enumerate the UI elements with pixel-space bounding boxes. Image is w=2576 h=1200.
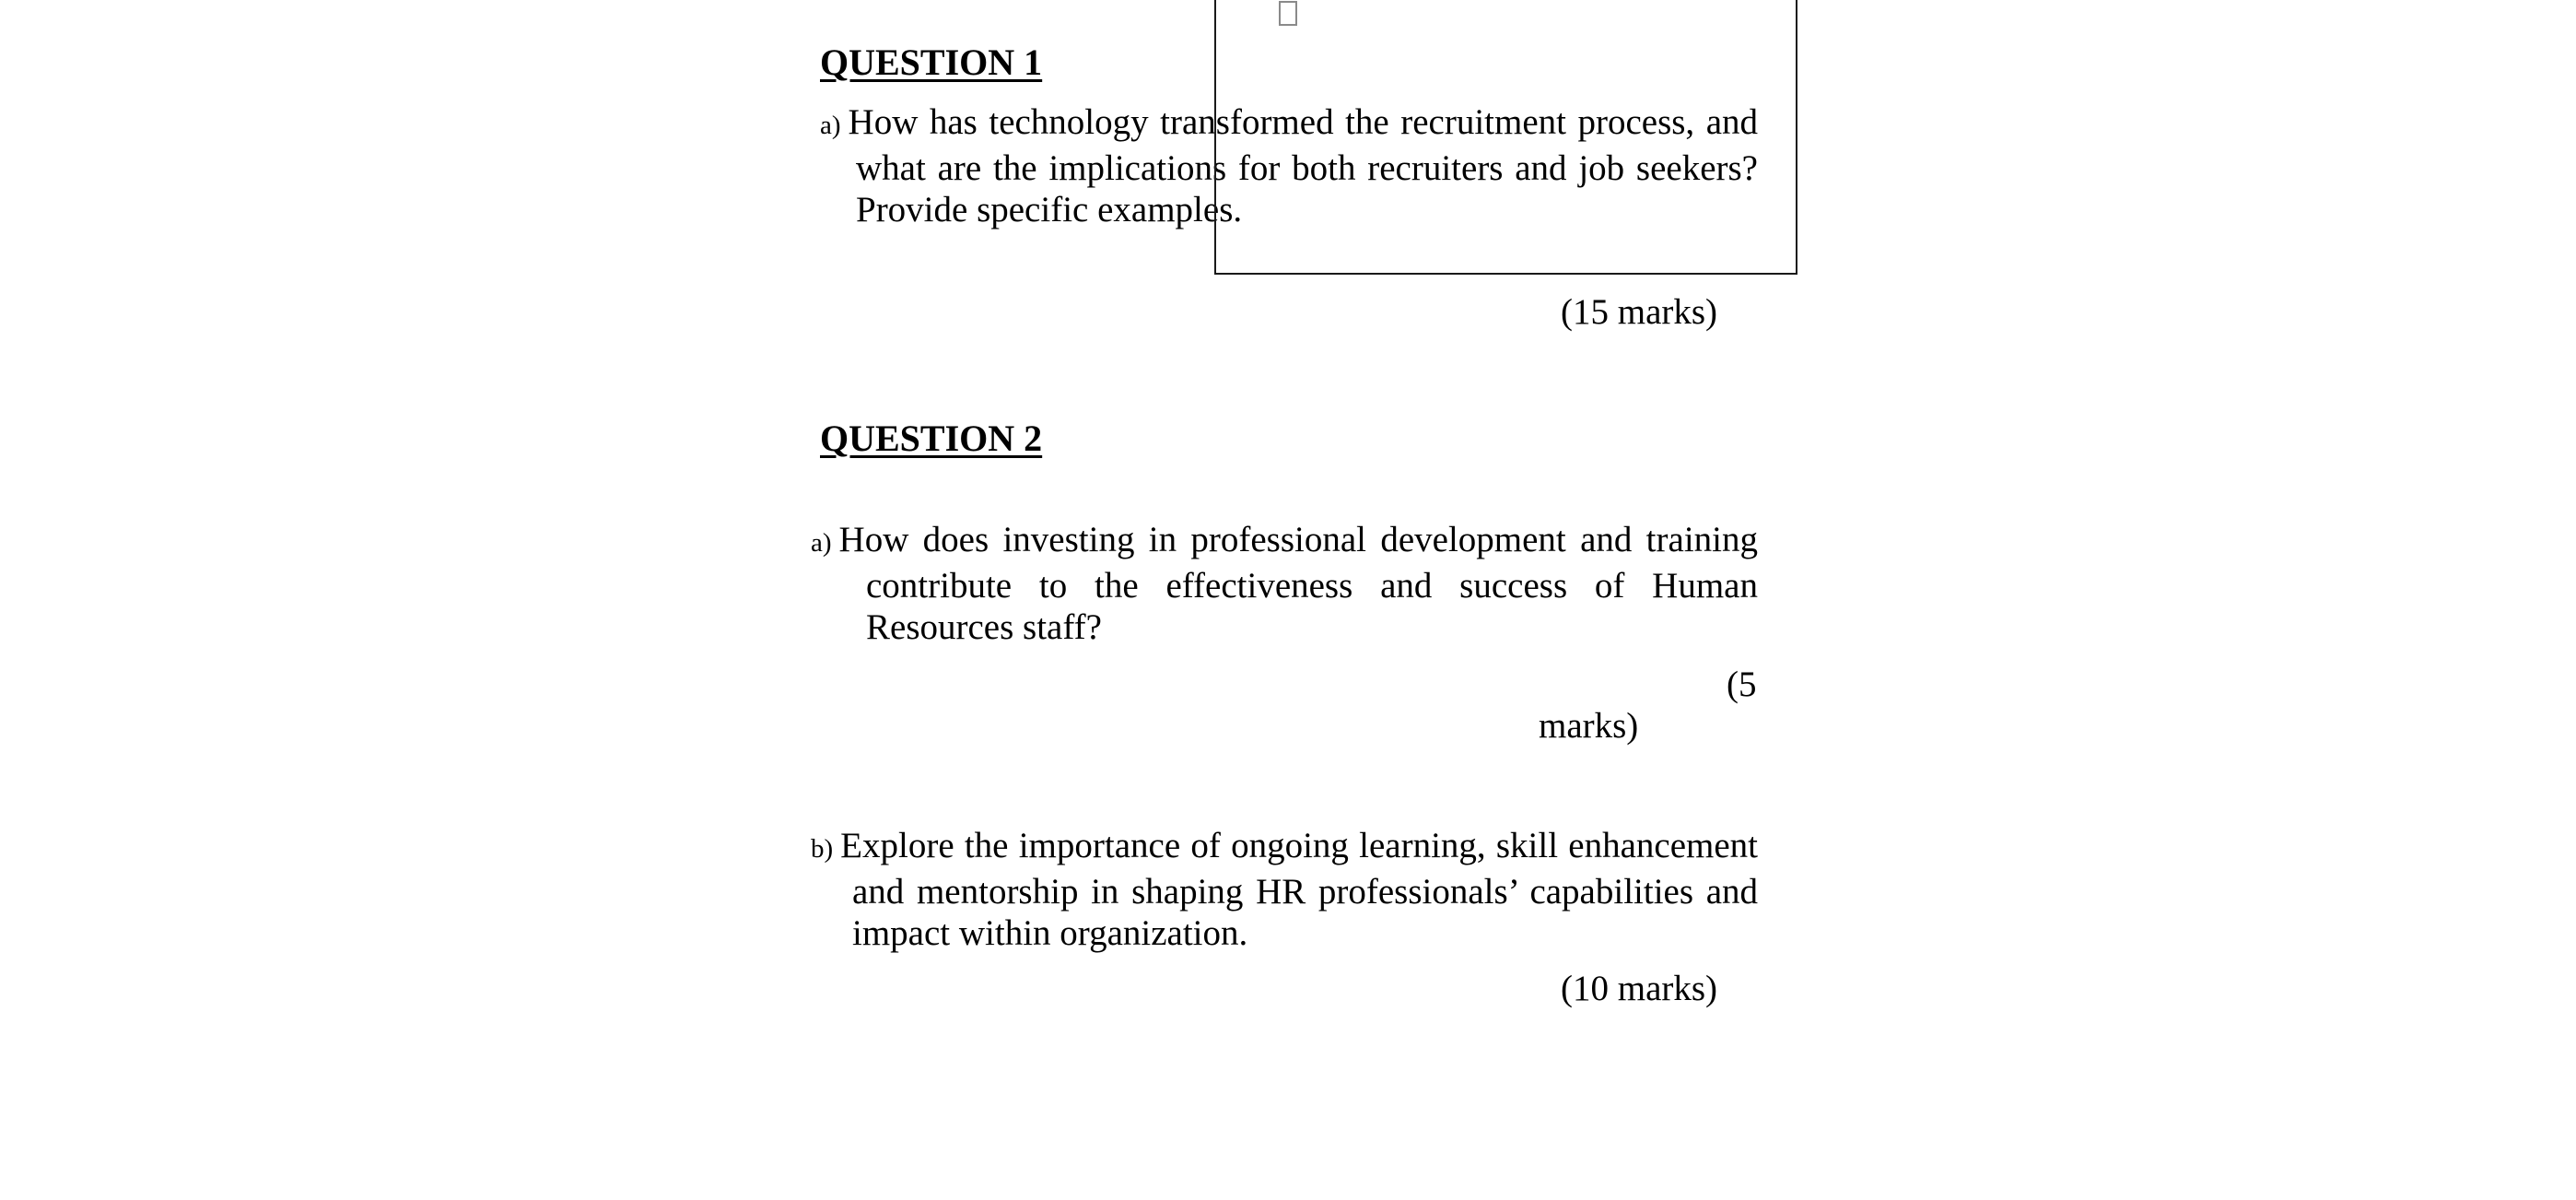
question-1a-marker: a) [820, 111, 841, 140]
question-2b-line-3: impact within organization. [852, 913, 1248, 953]
question-1a-line-2: what are the implications for both recruiters and job seekers? [856, 147, 1758, 188]
question-1a-line-3: Provide specific examples. [856, 190, 1243, 229]
question-2a-marks-open: (5 [1727, 665, 1757, 704]
question-2a-line-1: a) How does investing in professional development and training [811, 520, 1758, 559]
question-2a-line-3: Resources staff? [866, 607, 1102, 647]
question-2a-marks-close: marks) [1539, 706, 1639, 746]
question-2b-marks: (10 marks) [1561, 969, 1718, 1008]
question-2a-line-2: contribute to the effectiveness and success of Human [866, 565, 1758, 606]
question-1-heading: QUESTION 1 [820, 41, 1043, 83]
question-2b-line-2: and mentorship in shaping HR professionals’ capabilities and [852, 871, 1758, 912]
question-2b-marker: b) [811, 834, 834, 864]
question-1a-line-1: a) How has technology transformed the recruitment process, and [820, 102, 1758, 142]
question-2a-text [811, 519, 1758, 649]
question-2a-marker: a) [811, 528, 832, 558]
broken-image-icon [1279, 1, 1297, 26]
image-frame [1214, 0, 1797, 275]
question-2-heading: QUESTION 2 [820, 418, 1043, 459]
question-2b-text [811, 825, 1758, 955]
question-1a-marks: (15 marks) [1561, 292, 1718, 332]
question-2b-line-1: b) Explore the importance of ongoing learning, skill enhancement [811, 826, 1758, 865]
